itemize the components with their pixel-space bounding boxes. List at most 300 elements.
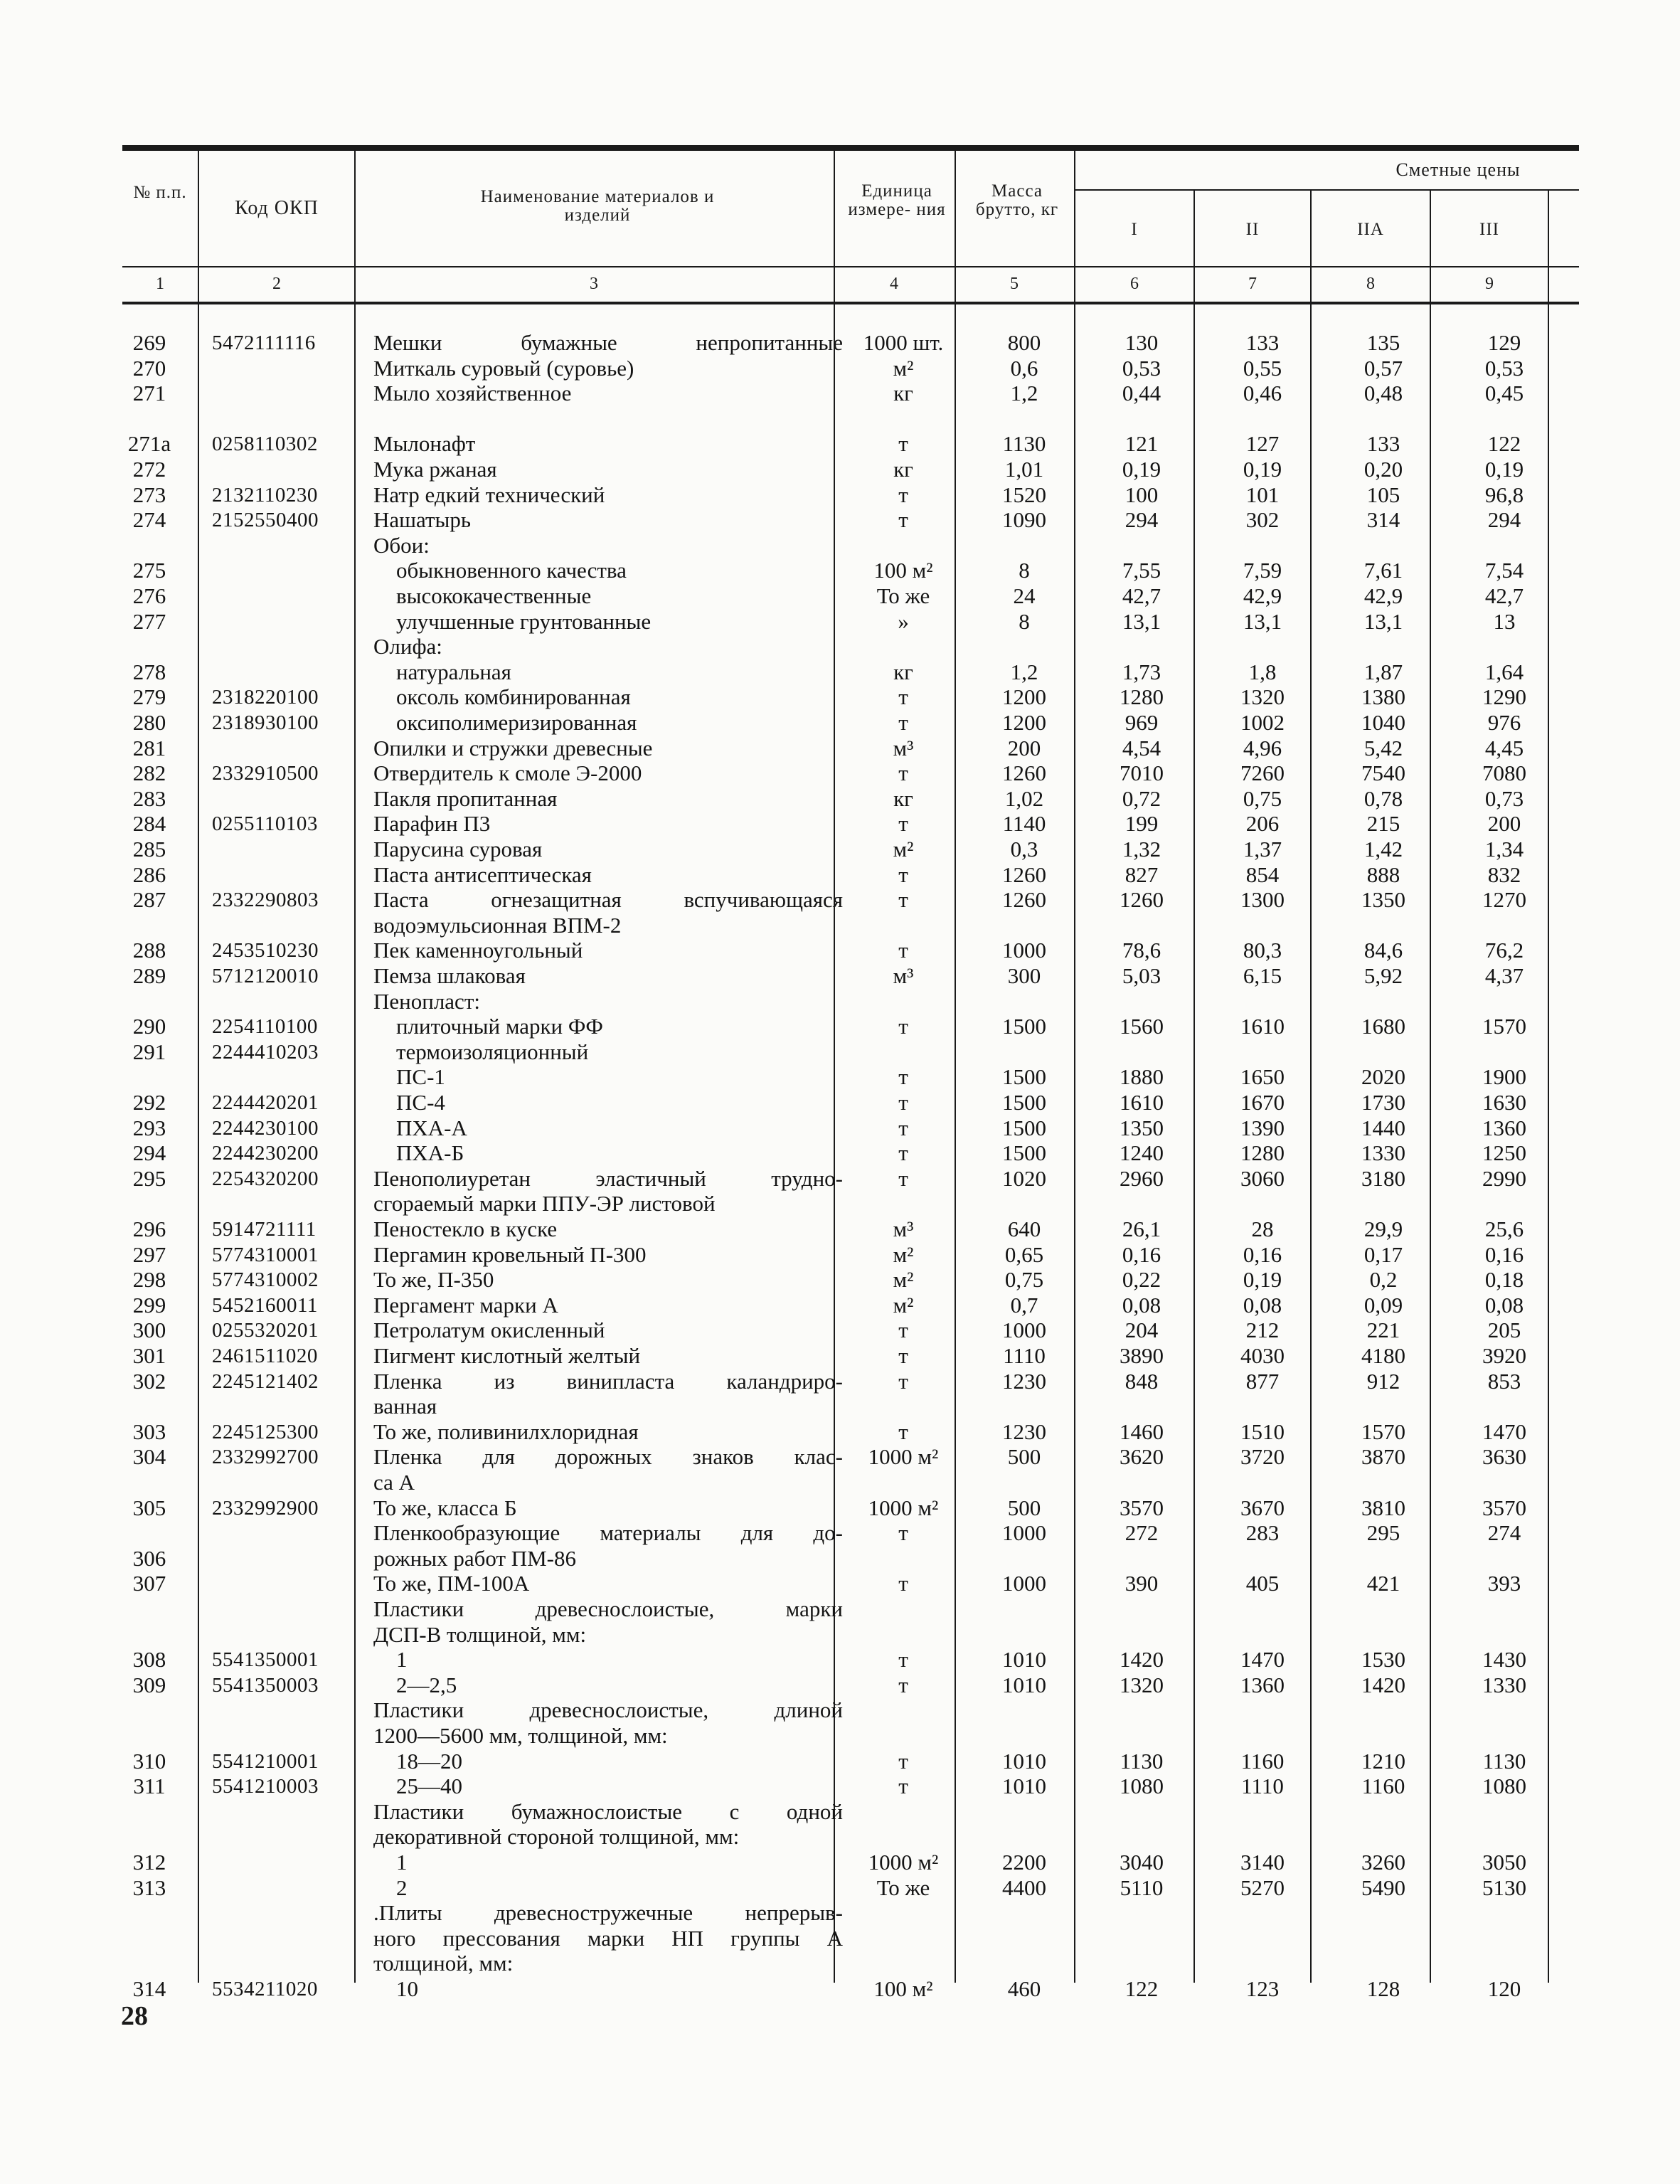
price-zone-ii: 1,8 (1248, 659, 1277, 684)
price-zone-i: 1,73 (1122, 659, 1161, 684)
price-zone-iia: 7540 (1361, 760, 1405, 785)
material-name: 10 (396, 1976, 418, 2001)
material-name: водоэмульсионная ВПМ-2 (373, 913, 622, 938)
price-zone-iia (1323, 1039, 1444, 1065)
gross-mass: 0,65 (1004, 1242, 1044, 1267)
material-name: Пемза шлаковая (373, 963, 526, 988)
header-bottom-rule (122, 266, 1579, 267)
price-zone-iii: 832 (1487, 862, 1521, 887)
gross-mass (960, 1191, 1088, 1216)
material-name: Нашатырь (373, 507, 471, 532)
okp-code: 2332910500 (212, 762, 319, 785)
price-zone-i: 1130 (1120, 1749, 1164, 1774)
gross-mass: 1200 (1002, 684, 1046, 709)
gross-mass (960, 913, 1088, 938)
price-zone-iii (1444, 1799, 1565, 1825)
material-name: .Плиты древесностружечные непрерыв- (373, 1900, 843, 1925)
gross-mass: 1500 (1002, 1115, 1046, 1140)
unit-of-measure: м³ (893, 1216, 914, 1241)
price-zone-ii: 3140 (1240, 1850, 1285, 1875)
gross-mass: 1260 (1002, 760, 1046, 785)
row-number (114, 1596, 185, 1622)
row-number: 314 (132, 1976, 166, 2001)
price-zone-ii (1202, 989, 1323, 1014)
price-zone-i: 121 (1125, 431, 1159, 456)
price-zone-ii: 3720 (1240, 1444, 1285, 1469)
unit-of-measure: кг (893, 659, 913, 684)
header-col-name: Наименование материалов и изделий (480, 187, 715, 225)
price-zone-ii: 1320 (1240, 684, 1285, 709)
price-zone-i: 0,53 (1122, 356, 1161, 381)
price-zone-iii: 3630 (1482, 1444, 1526, 1469)
okp-code (212, 1697, 363, 1723)
material-name: ванная (373, 1394, 437, 1419)
material-name: ПС-4 (396, 1090, 445, 1115)
price-zone-ii: 283 (1245, 1520, 1280, 1545)
price-zone-ii: 1650 (1240, 1064, 1285, 1089)
price-zone-iia: 0,17 (1363, 1242, 1403, 1267)
price-zone-i (1081, 989, 1202, 1014)
table-row (0, 1394, 1680, 1419)
unit-of-measure: т (898, 887, 908, 912)
row-number: 311 (133, 1774, 166, 1798)
price-zone-iia: 5,92 (1363, 963, 1403, 988)
price-zone-iia (1323, 989, 1444, 1014)
price-zone-iia (1323, 1546, 1444, 1571)
unit-of-measure: т (898, 1647, 908, 1672)
material-name: 1 (396, 1647, 408, 1672)
gross-mass (960, 634, 1088, 659)
price-zone-i: 0,44 (1122, 381, 1161, 405)
gross-mass (960, 1951, 1088, 1976)
price-zone-iii: 274 (1487, 1520, 1521, 1545)
price-zone-i: 1880 (1120, 1064, 1164, 1089)
price-zone-ii: 80,3 (1243, 938, 1282, 963)
unit-of-measure (846, 1951, 960, 1976)
header-col-code: Код ОКП (235, 197, 319, 219)
price-zone-i (1081, 1951, 1202, 1976)
okp-code: 2318220100 (212, 686, 319, 709)
price-zone-i: 3620 (1120, 1444, 1164, 1469)
unit-of-measure: т (898, 431, 908, 456)
material-name: Пеностекло в куске (373, 1216, 558, 1241)
price-zone-ii (1202, 1824, 1323, 1850)
unit-of-measure: м² (893, 356, 914, 381)
gross-mass: 0,75 (1004, 1267, 1044, 1292)
price-zone-iii (1444, 1191, 1565, 1216)
okp-code: 2332290803 (212, 889, 319, 911)
material-name: толщиной, мм: (373, 1951, 514, 1976)
gross-mass: 800 (1007, 330, 1041, 355)
table-row (0, 887, 1680, 913)
price-zone-iia: 0,57 (1363, 356, 1403, 381)
price-zone-iii: 1080 (1482, 1774, 1526, 1798)
page-number: 28 (121, 2001, 148, 2031)
price-zone-i: 199 (1125, 811, 1159, 836)
price-zone-iii: 3570 (1482, 1495, 1526, 1520)
material-name: декоративной стороной толщиной, мм: (373, 1824, 740, 1849)
table-row (0, 786, 1680, 812)
gross-mass: 1230 (1002, 1369, 1046, 1394)
gross-mass: 1500 (1002, 1140, 1046, 1165)
price-zone-ii: 1110 (1241, 1774, 1284, 1798)
table-row (0, 1850, 1680, 1875)
row-number (114, 1799, 185, 1825)
row-number: 298 (132, 1267, 166, 1292)
material-name: Натр едкий технический (373, 482, 605, 507)
gross-mass: 1200 (1002, 710, 1046, 735)
okp-code (212, 1951, 363, 1976)
price-zone-iia (1323, 1191, 1444, 1216)
price-zone-iia (1323, 1900, 1444, 1926)
gross-mass (960, 989, 1088, 1014)
okp-code (212, 356, 363, 381)
gross-mass: 1010 (1002, 1673, 1046, 1697)
okp-code: 0255110103 (212, 812, 318, 835)
row-number: 313 (132, 1875, 166, 1900)
price-zone-iia: 5,42 (1363, 736, 1403, 760)
okp-code: 5774310001 (212, 1244, 319, 1266)
row-number (114, 1723, 185, 1749)
unit-of-measure: т (898, 1140, 908, 1165)
price-zone-iii: 1270 (1482, 887, 1526, 912)
unit-of-measure (846, 1697, 960, 1723)
material-name: Опилки и стружки древесные (373, 736, 653, 760)
material-name: Отвердитель к смоле Э-2000 (373, 760, 642, 785)
material-name: высококачественные (396, 583, 592, 608)
okp-code: 5452160011 (212, 1294, 318, 1317)
row-number (114, 989, 185, 1014)
row-number: 285 (132, 837, 166, 862)
price-zone-i: 848 (1125, 1369, 1159, 1394)
price-zone-iia: 2020 (1361, 1064, 1405, 1089)
price-zone-iii: 4,37 (1484, 963, 1524, 988)
price-zone-iia (1323, 1824, 1444, 1850)
table-row (0, 1293, 1680, 1318)
price-zone-ii (1202, 1039, 1323, 1065)
price-zone-iia: 3260 (1361, 1850, 1405, 1875)
unit-of-measure: м² (893, 1267, 914, 1292)
okp-code: 2318930100 (212, 711, 319, 734)
gross-mass: 1260 (1002, 887, 1046, 912)
okp-code (212, 1900, 363, 1926)
okp-code (212, 1824, 363, 1850)
price-zone-iia: 215 (1366, 811, 1400, 836)
okp-code (212, 1470, 363, 1495)
gross-mass: 2200 (1002, 1850, 1046, 1875)
price-zone-iia: 888 (1366, 862, 1400, 887)
price-zone-iia: 1680 (1361, 1014, 1405, 1039)
okp-code (212, 659, 363, 685)
table-row (0, 1774, 1680, 1799)
table-row (0, 1571, 1680, 1596)
price-zone-ii: 212 (1245, 1318, 1280, 1342)
row-number: 292 (132, 1090, 166, 1115)
material-name: Паста огнезащитная вспучивающаяся (373, 887, 843, 912)
table-row (0, 1546, 1680, 1571)
price-zone-ii: 1670 (1240, 1090, 1285, 1115)
row-number: 288 (132, 938, 166, 963)
price-zone-iii: 0,73 (1484, 786, 1524, 811)
table-row (0, 1115, 1680, 1141)
price-zone-iii (1444, 1622, 1565, 1648)
price-zone-iii (1444, 1697, 1565, 1723)
price-zone-ii (1202, 1546, 1323, 1571)
price-zone-i (1081, 1723, 1202, 1749)
table-row (0, 1749, 1680, 1774)
table-row (0, 963, 1680, 989)
price-zone-iia: 133 (1366, 431, 1400, 456)
row-number: 300 (132, 1318, 166, 1342)
price-zone-iii: 76,2 (1484, 938, 1524, 963)
price-zone-iii: 1470 (1482, 1419, 1526, 1444)
okp-code (212, 862, 363, 888)
table-row (0, 710, 1680, 736)
okp-code (212, 609, 363, 635)
price-zone-i: 0,19 (1122, 457, 1161, 482)
col-number-6: 6 (1130, 275, 1139, 293)
table-row (0, 938, 1680, 963)
material-name: То же, П-350 (373, 1267, 494, 1292)
gross-mass (960, 533, 1088, 558)
price-zone-iii: 129 (1487, 330, 1521, 355)
table-row (0, 1039, 1680, 1065)
gross-mass: 1110 (1003, 1343, 1046, 1368)
price-zone-iii: 120 (1487, 1976, 1521, 2001)
table-row (0, 684, 1680, 710)
unit-of-measure: кг (893, 381, 913, 405)
price-zone-ii: 7260 (1240, 760, 1285, 785)
gross-mass: 1500 (1002, 1014, 1046, 1039)
gross-mass: 1000 (1002, 938, 1046, 963)
price-zone-iii: 1130 (1482, 1749, 1526, 1774)
price-zone-iia (1323, 1723, 1444, 1749)
material-name: Пергамин кровельный П-300 (373, 1242, 647, 1267)
row-number: 286 (132, 862, 166, 887)
row-number: 305 (132, 1495, 166, 1520)
price-zone-iii (1444, 634, 1565, 659)
table-row (0, 1673, 1680, 1698)
table-row (0, 609, 1680, 635)
gross-mass: 1000 (1002, 1520, 1046, 1545)
okp-code (212, 457, 363, 482)
unit-of-measure: т (898, 1343, 908, 1368)
col-number-8: 8 (1366, 275, 1375, 293)
price-zone-iii: 96,8 (1484, 482, 1524, 507)
price-zone-ii: 101 (1245, 482, 1280, 507)
price-zone-iii: 122 (1487, 431, 1521, 456)
row-number (114, 634, 185, 659)
material-name: Паста антисептическая (373, 862, 592, 887)
gross-mass: 24 (1013, 583, 1036, 608)
price-zone-i (1081, 634, 1202, 659)
table-row (0, 1064, 1680, 1090)
table-row (0, 583, 1680, 609)
price-zone-i: 7,55 (1122, 558, 1161, 583)
price-zone-ii: 0,19 (1243, 457, 1282, 482)
price-zone-i (1081, 1799, 1202, 1825)
table-row (0, 1369, 1680, 1394)
okp-code: 2332992900 (212, 1497, 319, 1520)
row-number (114, 1951, 185, 1976)
price-zone-iii (1444, 533, 1565, 558)
price-zone-ii: 1510 (1240, 1419, 1285, 1444)
row-number (114, 1470, 185, 1495)
price-zone-iia: 1330 (1361, 1140, 1405, 1165)
okp-code (212, 634, 363, 659)
okp-code: 5472111116 (212, 332, 316, 354)
okp-code (212, 1191, 363, 1216)
price-zone-ii: 0,19 (1243, 1267, 1282, 1292)
row-number: 289 (132, 963, 166, 988)
table-row (0, 1470, 1680, 1495)
header-price-col-2: II (1245, 220, 1260, 239)
price-zone-iii: 1430 (1482, 1647, 1526, 1672)
row-number: 296 (132, 1216, 166, 1241)
header-price-col-4: III (1479, 220, 1499, 239)
material-name: Пек каменноугольный (373, 938, 583, 963)
price-zone-iii (1444, 1926, 1565, 1951)
material-name: 2—2,5 (396, 1673, 457, 1697)
price-zone-i: 4,54 (1122, 736, 1161, 760)
material-name: Пленка для дорожных знаков клас- (373, 1444, 843, 1469)
material-name: Пленка из винипласта каландриро- (373, 1369, 843, 1394)
table-row (0, 760, 1680, 786)
unit-of-measure: т (898, 760, 908, 785)
price-zone-iia: 135 (1366, 330, 1400, 355)
price-zone-i: 1610 (1120, 1090, 1164, 1115)
price-zone-ii: 3670 (1240, 1495, 1285, 1520)
price-zone-iii: 200 (1487, 811, 1521, 836)
price-zone-i (1081, 1900, 1202, 1926)
table-row (0, 381, 1680, 406)
okp-code (212, 989, 363, 1014)
price-zone-ii: 1300 (1240, 887, 1285, 912)
price-zone-ii: 1160 (1240, 1749, 1285, 1774)
price-zone-iia: 1440 (1361, 1115, 1405, 1140)
material-name: сгораемый марки ППУ-ЭР листовой (373, 1191, 716, 1216)
row-number: 270 (132, 356, 166, 381)
row-number: 297 (132, 1242, 166, 1267)
unit-of-measure (846, 1546, 960, 1571)
price-zone-i: 204 (1125, 1318, 1159, 1342)
price-zone-iia (1323, 1697, 1444, 1723)
material-name: То же, поливинилхлоридная (373, 1419, 639, 1444)
price-zone-iia: 0,20 (1363, 457, 1403, 482)
price-zone-iia (1323, 1951, 1444, 1976)
price-zone-ii (1202, 1622, 1323, 1648)
row-number: 281 (132, 736, 166, 760)
price-zone-iia: 1,87 (1363, 659, 1403, 684)
price-zone-iii: 3050 (1482, 1850, 1526, 1875)
unit-of-measure: т (898, 1774, 908, 1798)
unit-of-measure: т (898, 1369, 908, 1394)
table-row (0, 736, 1680, 761)
material-name: Пакля пропитанная (373, 786, 558, 811)
material-name: Пенопласт: (373, 989, 480, 1014)
price-zone-i: 969 (1125, 710, 1159, 735)
price-zone-iia: 7,61 (1363, 558, 1403, 583)
price-zone-i: 100 (1125, 482, 1159, 507)
okp-code: 2152550400 (212, 509, 319, 531)
gross-mass: 1130 (1002, 431, 1046, 456)
row-number: 310 (132, 1749, 166, 1774)
material-name: 2 (396, 1875, 408, 1900)
gross-mass: 300 (1007, 963, 1041, 988)
price-zone-i: 42,7 (1122, 583, 1161, 608)
unit-of-measure: т (898, 507, 908, 532)
price-zone-iia: 0,09 (1363, 1293, 1403, 1318)
row-number: 290 (132, 1014, 166, 1039)
price-zone-i: 1080 (1120, 1774, 1164, 1798)
gross-mass: 1500 (1002, 1064, 1046, 1089)
price-zone-iia: 84,6 (1363, 938, 1403, 963)
unit-of-measure: кг (893, 457, 913, 482)
unit-of-measure: т (898, 684, 908, 709)
material-name: 1200—5600 мм, толщиной, мм: (373, 1723, 668, 1748)
okp-code (212, 583, 363, 609)
unit-of-measure: т (898, 1749, 908, 1774)
price-zone-iii: 0,53 (1484, 356, 1524, 381)
price-zone-i: 13,1 (1122, 609, 1161, 634)
table-row (0, 1090, 1680, 1115)
unit-of-measure (846, 1799, 960, 1825)
table-row (0, 811, 1680, 837)
price-zone-iia: 0,48 (1363, 381, 1403, 405)
price-zone-iii (1444, 989, 1565, 1014)
row-number: 283 (132, 786, 166, 811)
row-number: 291 (132, 1039, 166, 1064)
price-zone-iia: 105 (1366, 482, 1400, 507)
price-zone-ii: 854 (1245, 862, 1280, 887)
material-name: Олифа: (373, 634, 442, 659)
okp-code (212, 837, 363, 862)
row-number: 272 (132, 457, 166, 482)
material-name: Пластики древеснослоистые, марки (373, 1596, 843, 1621)
price-zone-i: 1280 (1120, 684, 1164, 709)
col-number-1: 1 (156, 275, 164, 293)
okp-code: 2332992700 (212, 1446, 319, 1468)
gross-mass: 1,2 (1010, 659, 1038, 684)
price-zone-iia (1323, 1596, 1444, 1622)
price-zone-ii: 7,59 (1243, 558, 1282, 583)
okp-code: 2132110230 (212, 484, 318, 507)
price-zone-i: 1240 (1120, 1140, 1164, 1165)
price-zone-iia (1323, 1470, 1444, 1495)
okp-code: 2453510230 (212, 939, 319, 962)
row-number (114, 1520, 185, 1546)
price-zone-iia: 1040 (1361, 710, 1405, 735)
col-number-7: 7 (1248, 275, 1257, 293)
okp-code (212, 1394, 363, 1419)
price-zone-iia: 29,9 (1363, 1216, 1403, 1241)
gross-mass: 0,3 (1010, 837, 1038, 862)
table-row (0, 659, 1680, 685)
price-zone-ii: 6,15 (1243, 963, 1282, 988)
unit-of-measure: т (898, 862, 908, 887)
unit-of-measure: м² (893, 1293, 914, 1318)
price-zone-i: 7010 (1120, 760, 1164, 785)
table-row (0, 1875, 1680, 1901)
price-zone-ii: 0,75 (1243, 786, 1282, 811)
price-zone-iia (1323, 1926, 1444, 1951)
table-row (0, 1900, 1680, 1926)
okp-code (212, 1064, 363, 1090)
gross-mass: 1520 (1002, 482, 1046, 507)
okp-code: 2244230100 (212, 1117, 319, 1140)
price-zone-i: 827 (1125, 862, 1159, 887)
material-name: То же, ПМ-100А (373, 1571, 530, 1596)
